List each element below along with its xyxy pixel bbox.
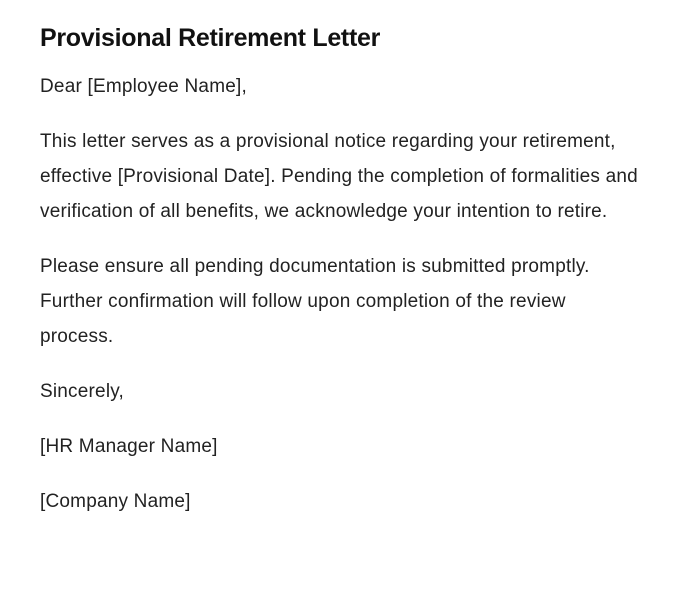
body-paragraph-1: This letter serves as a provisional notice regarding your retirement, effective [Provisional Date]. Pending the completion of formalities and verification of all benefits, we acknowledge your intention to retire.	[40, 131, 638, 222]
letter-title: Provisional Retirement Letter	[40, 24, 381, 52]
signer-name: [HR Manager Name]	[40, 436, 218, 457]
company-name: [Company Name]	[40, 491, 191, 512]
body-paragraph-2: Please ensure all pending documentation is submitted promptly. Further confirmation will follow upon completion of the review process.	[40, 256, 590, 347]
greeting: Dear [Employee Name],	[40, 76, 247, 97]
closing: Sincerely,	[40, 381, 125, 402]
